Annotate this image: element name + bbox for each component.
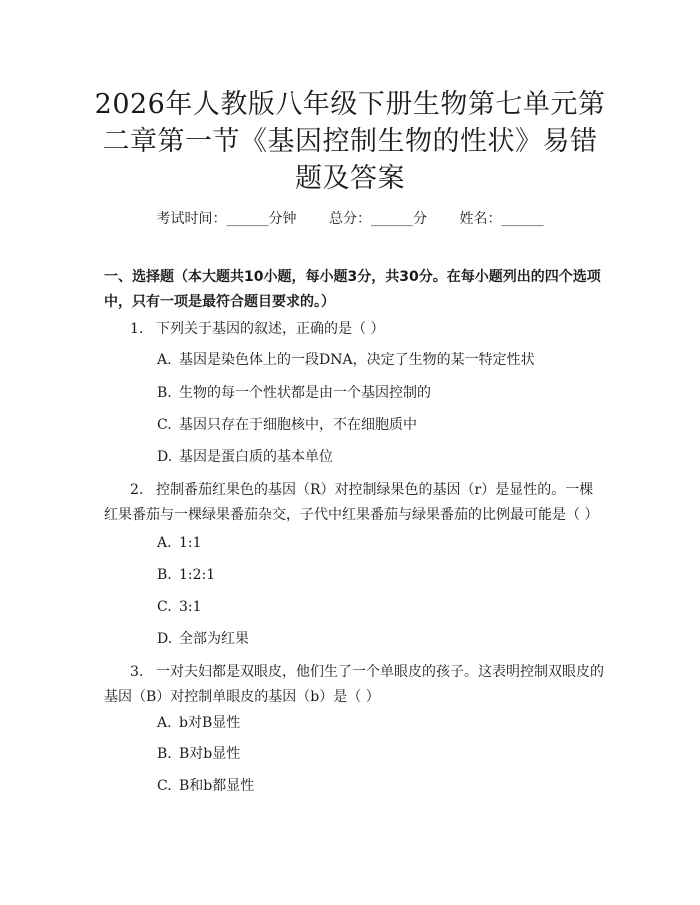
option-letter: A. (157, 715, 172, 731)
question-text: 一对夫妇都是双眼皮，他们生了一个单眼皮的孩子。这表明控制双眼皮的基因（B）对控制单眼皮的基因（b）是（ ） (104, 664, 604, 705)
option-letter: B. (157, 567, 172, 583)
question-text: 下列关于基因的叙述，正确的是（ ） (156, 321, 385, 337)
option-letter: C. (157, 778, 172, 794)
exam-meta (0, 208, 700, 228)
option-text: b对B显性 (179, 715, 241, 731)
option-3b (157, 744, 240, 764)
option-letter: A. (157, 535, 172, 551)
option-letter: C. (157, 417, 172, 433)
section-heading: 一、选择题（本大题共10小题，每小题3分，共30分。在每小题列出的四个选项中，只有一项是最符合题目要求的。） (104, 269, 601, 310)
question-number: 1. (130, 321, 144, 337)
option-2d (157, 629, 249, 649)
question-1 (104, 317, 604, 342)
option-1a (157, 350, 535, 370)
option-1d (157, 447, 333, 467)
option-3c (157, 776, 254, 796)
option-text: B和b都显性 (179, 778, 255, 794)
question-number: 3. (130, 664, 144, 680)
option-letter: D. (157, 631, 173, 647)
question-text: 控制番茄红果色的基因（R）对控制绿果色的基因（r）是显性的。一棵红果番茄与一棵绿果番茄杂交，子代中红果番茄与绿果番茄的比例最可能是（ ） (104, 482, 599, 523)
option-text: 全部为红果 (179, 631, 249, 647)
question-number: 2. (130, 482, 144, 498)
option-2c (157, 597, 202, 617)
option-3a (157, 713, 240, 733)
option-1b (157, 383, 431, 403)
question-2 (104, 478, 604, 528)
question-3 (104, 660, 604, 710)
option-text: 1:1 (179, 535, 202, 551)
student-name: 姓名：______ (459, 211, 544, 227)
option-letter: A. (157, 352, 172, 368)
option-text: 1:2:1 (179, 567, 216, 583)
option-2b (157, 565, 215, 585)
option-1c (157, 415, 417, 435)
exam-time: 考试时间：______分钟 (156, 211, 297, 227)
exam-score: 总分：______分 (329, 211, 427, 227)
option-text: 3:1 (179, 599, 202, 615)
option-text: B对b显性 (179, 746, 241, 762)
option-letter: C. (157, 599, 172, 615)
option-letter: B. (157, 746, 172, 762)
option-text: 基因是蛋白质的基本单位 (179, 449, 333, 465)
option-text: 基因是染色体上的一段DNA，决定了生物的某一特定性状 (179, 352, 535, 368)
option-letter: B. (157, 385, 172, 401)
option-letter: D. (157, 449, 173, 465)
option-2a (157, 533, 202, 553)
option-text: 生物的每一个性状都是由一个基因控制的 (179, 385, 431, 401)
page-title: 2026年人教版八年级下册生物第七单元第二章第一节《基因控制生物的性状》易错题及答案 (94, 89, 606, 194)
option-text: 基因只存在于细胞核中，不在细胞质中 (179, 417, 417, 433)
